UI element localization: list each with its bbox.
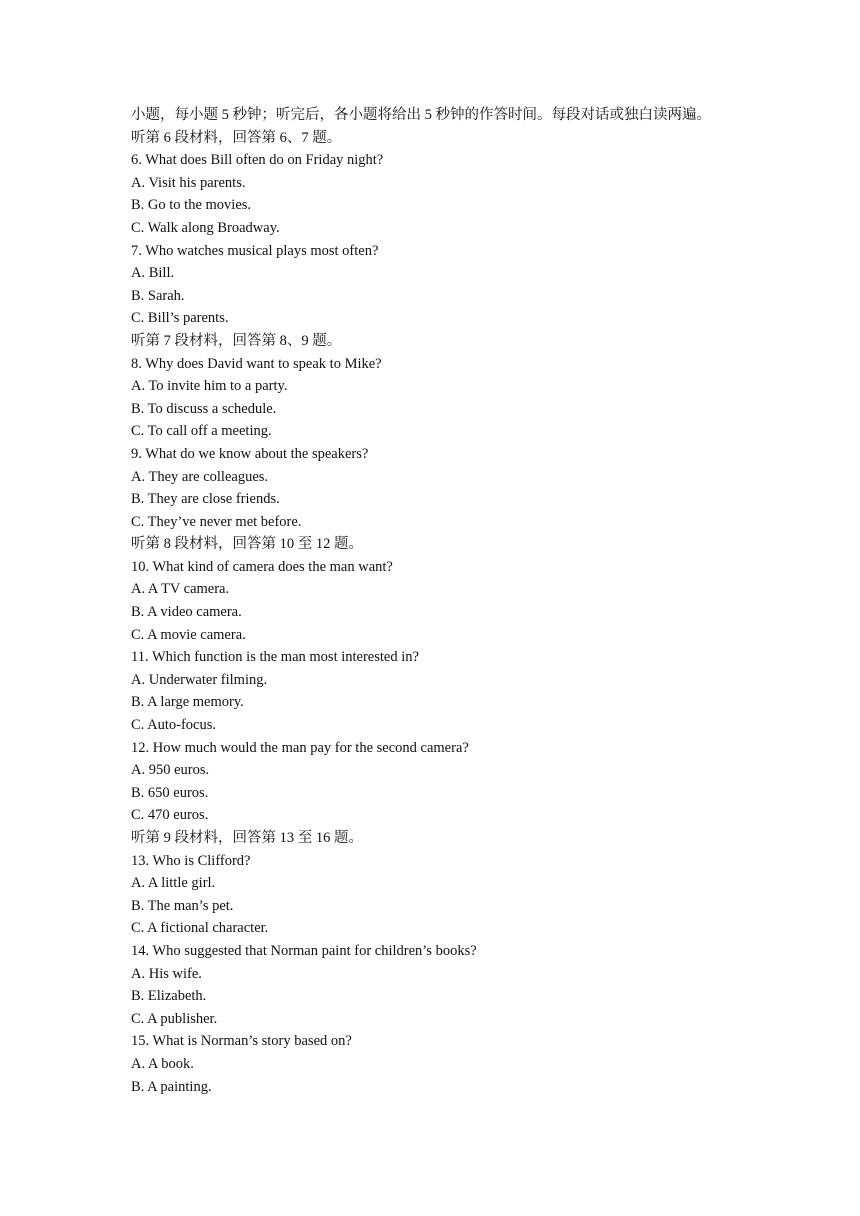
text-line: B. Sarah.	[131, 287, 185, 304]
text-line: A. To invite him to a party.	[131, 378, 288, 395]
text-line: 13. Who is Clifford?	[131, 852, 251, 869]
text-line: B. To discuss a schedule.	[131, 400, 277, 417]
text-line: B. Elizabeth.	[131, 988, 207, 1005]
text-line: 15. What is Norman’s story based on?	[131, 1033, 352, 1050]
text-line: B. A painting.	[131, 1078, 212, 1095]
text-line: 12. How much would the man pay for the second camera?	[131, 739, 469, 756]
text-line: B. A large memory.	[131, 694, 244, 711]
text-line: A. 950 euros.	[131, 762, 210, 779]
text-line: B. Go to the movies.	[131, 197, 252, 214]
text-line: C. A publisher.	[131, 1010, 218, 1027]
text-line: 小题，每小题 5 秒钟；听完后，各小题将给出 5 秒钟的作答时间。每段对话或独白读两遍。	[131, 107, 711, 123]
text-line: A. A book.	[131, 1055, 194, 1072]
text-line: A. A TV camera.	[131, 581, 230, 598]
text-line: 听第 7 段材料，回答第 8、9 题。	[131, 332, 342, 349]
text-line: 14. Who suggested that Norman paint for children’s books?	[131, 942, 477, 959]
text-line: 6. What does Bill often do on Friday night?	[131, 152, 384, 169]
text-line: 听第 8 段材料，回答第 10 至 12 题。	[131, 536, 363, 553]
text-line: 听第 9 段材料，回答第 13 至 16 题。	[131, 830, 363, 846]
document-body	[131, 104, 771, 1098]
text-line: C. Bill’s parents.	[131, 310, 229, 327]
text-line: 10. What kind of camera does the man want?	[131, 558, 393, 575]
text-line: C. A fictional character.	[131, 920, 269, 937]
text-line: C. Walk along Broadway.	[131, 219, 280, 236]
text-line: 8. Why does David want to speak to Mike?	[131, 355, 382, 372]
text-line: B. They are close friends.	[131, 491, 280, 508]
text-line: A. Visit his parents.	[131, 174, 246, 191]
text-line: B. The man’s pet.	[131, 897, 234, 914]
text-line: B. 650 euros.	[131, 784, 209, 801]
text-line: A. His wife.	[131, 965, 202, 982]
text-line: 9. What do we know about the speakers?	[131, 445, 369, 462]
text-line: A. A little girl.	[131, 875, 216, 892]
text-line: A. Underwater filming.	[131, 671, 268, 688]
text-line: 11. Which function is the man most interested in?	[131, 649, 419, 666]
text-line: C. 470 euros.	[131, 807, 209, 824]
text-line: A. Bill.	[131, 265, 175, 282]
text-line: C. Auto-focus.	[131, 717, 216, 734]
text-line: 7. Who watches musical plays most often?	[131, 242, 379, 259]
text-line: C. They’ve never met before.	[131, 513, 302, 530]
text-line: C. A movie camera.	[131, 626, 246, 643]
text-line: B. A video camera.	[131, 604, 242, 621]
text-line: A. They are colleagues.	[131, 468, 269, 485]
text-line: C. To call off a meeting.	[131, 423, 272, 440]
text-line: 听第 6 段材料，回答第 6、7 题。	[131, 129, 342, 146]
